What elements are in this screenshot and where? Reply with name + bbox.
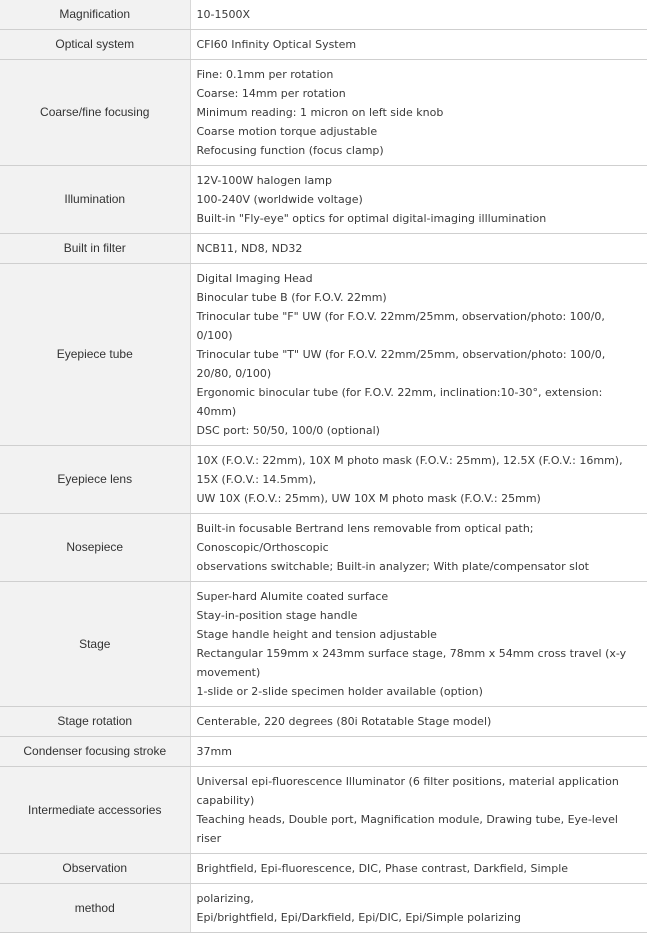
- spec-value-line: 10X (F.O.V.: 22mm), 10X M photo mask (F.O.V.: 25mm), 12.5X (F.O.V.: 16mm), 15X (F.O.V.: 14.5mm),: [196, 454, 623, 486]
- spec-label: Coarse/fine focusing: [0, 60, 190, 166]
- spec-label: Observation: [0, 854, 190, 884]
- spec-label: Eyepiece tube: [0, 264, 190, 446]
- spec-value: [190, 264, 647, 446]
- spec-value-line: Ergonomic binocular tube (for F.O.V. 22mm, inclination:10-30°, extension: 40mm): [196, 386, 603, 418]
- spec-row: [0, 60, 647, 166]
- spec-value: [190, 60, 647, 166]
- spec-row: [0, 166, 647, 234]
- spec-label: Intermediate accessories: [0, 767, 190, 854]
- spec-value: [190, 514, 647, 582]
- spec-value-line: Refocusing function (focus clamp): [196, 144, 384, 157]
- spec-value-line: Fine: 0.1mm per rotation: [196, 68, 334, 81]
- spec-value-line: 10-1500X: [196, 8, 250, 21]
- spec-value-line: 100-240V (worldwide voltage): [196, 193, 363, 206]
- spec-value-line: 37mm: [196, 745, 232, 758]
- spec-value-line: 1-slide or 2-slide specimen holder available (option): [196, 685, 483, 698]
- spec-value-line: Built-in "Fly-eye" optics for optimal digital-imaging illlumination: [196, 212, 547, 225]
- spec-value-line: DSC port: 50/50, 100/0 (optional): [196, 424, 380, 437]
- spec-value: [190, 854, 647, 884]
- spec-value-line: Binocular tube B (for F.O.V. 22mm): [196, 291, 387, 304]
- spec-label: Eyepiece lens: [0, 446, 190, 514]
- spec-label: Stage: [0, 582, 190, 707]
- spec-row: [0, 446, 647, 514]
- spec-value-line: Epi/brightfield, Epi/Darkfield, Epi/DIC, Epi/Simple polarizing: [196, 911, 521, 924]
- spec-value: [190, 234, 647, 264]
- spec-label: Nosepiece: [0, 514, 190, 582]
- spec-label: Magnification: [0, 0, 190, 30]
- spec-value-line: observations switchable; Built-in analyzer; With plate/compensator slot: [196, 560, 589, 573]
- spec-value-line: Universal epi-fluorescence Illuminator (6 filter positions, material application capability): [196, 775, 619, 807]
- spec-value-line: UW 10X (F.O.V.: 25mm), UW 10X M photo mask (F.O.V.: 25mm): [196, 492, 541, 505]
- spec-value: [190, 767, 647, 854]
- spec-value: [190, 166, 647, 234]
- spec-value: [190, 737, 647, 767]
- spec-value-line: 12V-100W halogen lamp: [196, 174, 332, 187]
- spec-row: [0, 854, 647, 884]
- spec-row: [0, 30, 647, 60]
- spec-value-line: Trinocular tube "T" UW (for F.O.V. 22mm/25mm, observation/photo: 100/0, 20/80, 0/100): [196, 348, 606, 380]
- spec-label: Optical system: [0, 30, 190, 60]
- spec-value-line: Coarse motion torque adjustable: [196, 125, 378, 138]
- spec-row: [0, 264, 647, 446]
- spec-row: [0, 582, 647, 707]
- spec-value: [190, 446, 647, 514]
- spec-value-line: Centerable, 220 degrees (80i Rotatable Stage model): [196, 715, 492, 728]
- spec-value: [190, 30, 647, 60]
- spec-value-line: Stage handle height and tension adjustable: [196, 628, 437, 641]
- spec-row: [0, 737, 647, 767]
- spec-label: Condenser focusing stroke: [0, 737, 190, 767]
- spec-value-line: Teaching heads, Double port, Magnification module, Drawing tube, Eye-level riser: [196, 813, 618, 845]
- spec-label: Illumination: [0, 166, 190, 234]
- spec-label: Stage rotation: [0, 707, 190, 737]
- spec-value-line: Rectangular 159mm x 243mm surface stage, 78mm x 54mm cross travel (x-y movement): [196, 647, 627, 679]
- spec-value-line: Super-hard Alumite coated surface: [196, 590, 389, 603]
- spec-row: [0, 514, 647, 582]
- spec-value: [190, 0, 647, 30]
- spec-value-line: Coarse: 14mm per rotation: [196, 87, 346, 100]
- spec-row: [0, 0, 647, 30]
- spec-value-line: polarizing,: [196, 892, 254, 905]
- spec-row: [0, 707, 647, 737]
- spec-row: [0, 234, 647, 264]
- spec-value-line: CFI60 Infinity Optical System: [196, 38, 357, 51]
- spec-row: [0, 767, 647, 854]
- spec-label: method: [0, 884, 190, 933]
- spec-value-line: Digital Imaging Head: [196, 272, 313, 285]
- spec-row: [0, 884, 647, 933]
- spec-value-line: Trinocular tube "F" UW (for F.O.V. 22mm/25mm, observation/photo: 100/0, 0/100): [196, 310, 605, 342]
- spec-value: [190, 707, 647, 737]
- spec-value: [190, 582, 647, 707]
- spec-value-line: Stay-in-position stage handle: [196, 609, 358, 622]
- spec-value-line: NCB11, ND8, ND32: [196, 242, 303, 255]
- spec-value-line: Brightfield, Epi-fluorescence, DIC, Phase contrast, Darkfield, Simple: [196, 862, 569, 875]
- spec-value-line: Minimum reading: 1 micron on left side knob: [196, 106, 444, 119]
- spec-value-line: Built-in focusable Bertrand lens removable from optical path; Conoscopic/Orthoscopic: [196, 522, 534, 554]
- spec-label: Built in filter: [0, 234, 190, 264]
- spec-value: [190, 884, 647, 933]
